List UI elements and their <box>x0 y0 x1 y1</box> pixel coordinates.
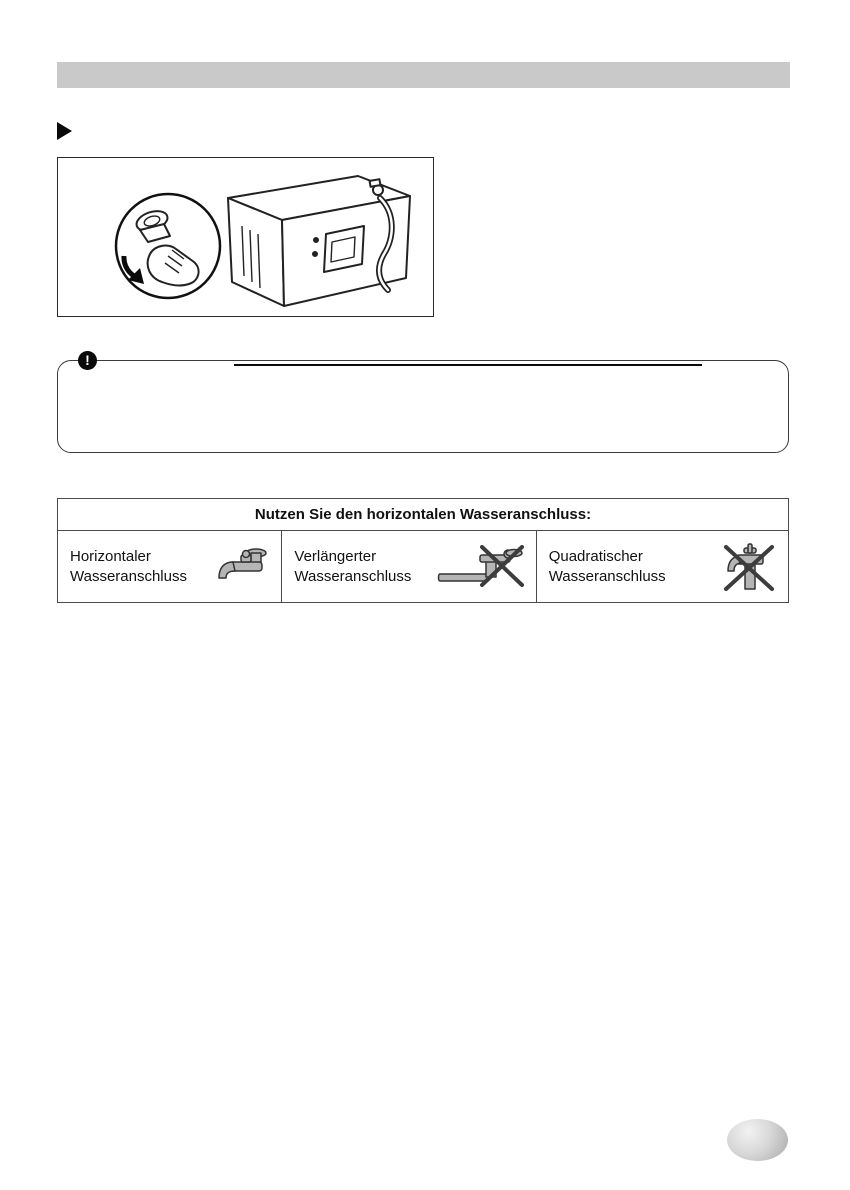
faucet-label-line2: Wasseranschluss <box>70 567 187 585</box>
note-title-rule <box>234 364 702 366</box>
faucet-horizontal-icon <box>211 545 269 589</box>
faucet-label <box>549 547 666 586</box>
exclamation-icon: ! <box>78 351 97 370</box>
faucet-square-crossed-icon <box>720 543 776 591</box>
faucet-extended-crossed-icon <box>436 545 524 589</box>
washer-line-art-icon <box>58 158 433 316</box>
faucet-label <box>70 547 187 586</box>
faucet-label-line1: Horizontaler <box>70 548 151 565</box>
faucet-label-line1: Verlängerter <box>294 548 377 565</box>
washer-hose-illustration <box>57 157 434 317</box>
table-cell-extended <box>281 531 535 602</box>
page-number-bubble <box>727 1119 788 1161</box>
section-header-bar <box>57 62 790 88</box>
table-cell-square <box>536 531 788 602</box>
faucet-table <box>57 498 789 603</box>
faucet-label-line1: Quadratischer <box>548 548 643 565</box>
faucet-label <box>294 547 411 586</box>
note-box <box>57 352 789 453</box>
table-cell-horizontal <box>58 531 281 602</box>
faucet-table-body <box>58 531 788 602</box>
triangle-bullet-icon <box>57 122 72 140</box>
faucet-table-header: Nutzen Sie den horizontalen Wasseranschluss: <box>58 499 788 531</box>
faucet-label-line2: Wasseranschluss <box>548 567 666 585</box>
faucet-label-line2: Wasseranschluss <box>294 567 412 585</box>
